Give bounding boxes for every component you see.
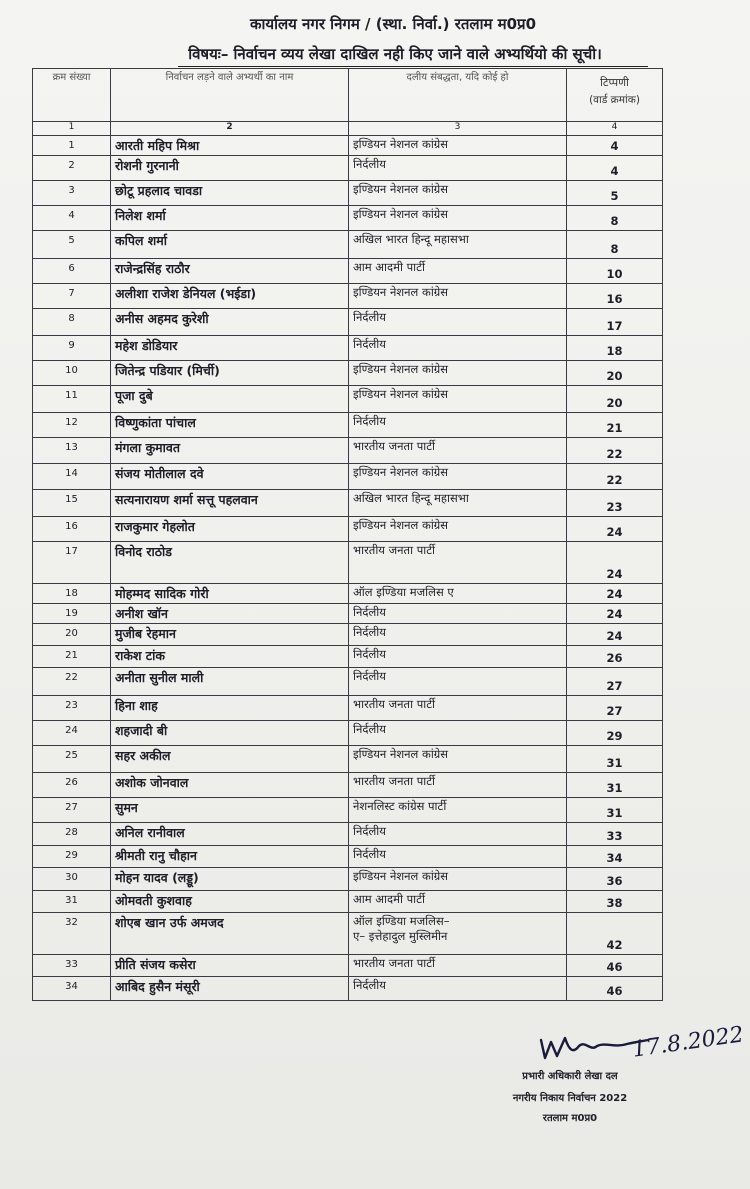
row-serial: 26 xyxy=(33,773,111,798)
row-serial: 30 xyxy=(33,868,111,891)
candidate-name: अशोक जोनवाल xyxy=(111,773,349,798)
ward-number: 34 xyxy=(567,846,663,868)
ward-number: 33 xyxy=(567,823,663,846)
party-affiliation xyxy=(349,284,567,309)
row-serial: 22 xyxy=(33,668,111,696)
row-serial: 28 xyxy=(33,823,111,846)
candidate-name: मुजीब रेहमान xyxy=(111,624,349,646)
ward-number: 18 xyxy=(567,336,663,361)
table-row xyxy=(33,386,663,413)
row-serial: 24 xyxy=(33,721,111,746)
party-line: अखिल भारत हिन्दू महासभा xyxy=(353,491,469,505)
party-affiliation xyxy=(349,913,567,955)
table-header-row xyxy=(33,69,663,122)
row-serial: 19 xyxy=(33,604,111,624)
party-affiliation xyxy=(349,955,567,977)
party-affiliation xyxy=(349,181,567,206)
candidate-name: मंगला कुमावत xyxy=(111,438,349,464)
party-affiliation xyxy=(349,361,567,386)
row-serial: 23 xyxy=(33,696,111,721)
table-row xyxy=(33,156,663,181)
table-row xyxy=(33,746,663,773)
candidate-name: अनीता सुनील माली xyxy=(111,668,349,696)
candidate-name: ओमवती कुशवाह xyxy=(111,891,349,913)
candidate-name: अनिल रानीवाल xyxy=(111,823,349,846)
party-line: निर्दलीय xyxy=(353,337,386,351)
ward-number: 22 xyxy=(567,464,663,490)
party-line: अखिल भारत हिन्दू महासभा xyxy=(353,232,469,246)
table-row xyxy=(33,604,663,624)
row-serial: 15 xyxy=(33,490,111,517)
party-line: इण्डियन नेशनल कांग्रेस xyxy=(353,518,449,532)
row-serial: 29 xyxy=(33,846,111,868)
table-row xyxy=(33,438,663,464)
party-line: निर्दलीय xyxy=(353,605,386,619)
row-serial: 18 xyxy=(33,584,111,604)
party-line: ऑल इण्डिया मजलिस ए xyxy=(353,585,454,599)
header-remarks-sub: (वार्ड क्रमांक) xyxy=(589,94,640,106)
row-serial: 31 xyxy=(33,891,111,913)
table-row xyxy=(33,955,663,977)
table-row xyxy=(33,309,663,336)
party-line: ए– इत्तेहादुल मुस्लिमीन xyxy=(353,929,448,943)
ward-number: 4 xyxy=(567,136,663,156)
table-row xyxy=(33,868,663,891)
footer-location: रतलाम म0प्र0 xyxy=(542,1113,598,1124)
party-affiliation xyxy=(349,336,567,361)
party-affiliation xyxy=(349,438,567,464)
party-affiliation xyxy=(349,696,567,721)
row-serial: 27 xyxy=(33,798,111,823)
party-affiliation xyxy=(349,490,567,517)
party-line: इण्डियन नेशनल कांग्रेस xyxy=(353,207,449,221)
candidate-name: विनोद राठोड xyxy=(111,542,349,584)
row-serial: 8 xyxy=(33,309,111,336)
candidate-name: अनीस अहमद कुरेशी xyxy=(111,309,349,336)
ward-number: 29 xyxy=(567,721,663,746)
row-serial: 34 xyxy=(33,977,111,1001)
table-row xyxy=(33,490,663,517)
candidate-name: जितेन्द्र पडियार (मिर्ची) xyxy=(111,361,349,386)
candidate-name: अनीश खॉन xyxy=(111,604,349,624)
party-line: निर्दलीय xyxy=(353,669,386,683)
ward-number: 8 xyxy=(567,206,663,231)
candidate-name: शोएब खान उर्फ अमजद xyxy=(111,913,349,955)
ward-number: 23 xyxy=(567,490,663,517)
header-remarks xyxy=(567,69,663,122)
table-row xyxy=(33,181,663,206)
party-line: निर्दलीय xyxy=(353,824,386,838)
party-line: निर्दलीय xyxy=(353,647,386,661)
party-affiliation xyxy=(349,746,567,773)
ward-number: 20 xyxy=(567,386,663,413)
party-affiliation xyxy=(349,259,567,284)
header-party: दलीय संबद्धता, यदि कोई हो xyxy=(349,69,567,122)
table-row xyxy=(33,696,663,721)
row-serial: 5 xyxy=(33,231,111,259)
party-affiliation xyxy=(349,156,567,181)
candidate-name: शहजादी बी xyxy=(111,721,349,746)
party-affiliation xyxy=(349,798,567,823)
header-name: निर्वाचन लड़ने वाले अभ्यर्थी का नाम xyxy=(111,69,349,122)
party-affiliation xyxy=(349,646,567,668)
table-row xyxy=(33,413,663,438)
ward-number: 10 xyxy=(567,259,663,284)
party-affiliation xyxy=(349,231,567,259)
party-affiliation xyxy=(349,542,567,584)
party-affiliation xyxy=(349,721,567,746)
party-line: भारतीय जनता पार्टी xyxy=(353,439,436,453)
candidate-name: हिना शाह xyxy=(111,696,349,721)
ward-number: 22 xyxy=(567,438,663,464)
party-line: इण्डियन नेशनल कांग्रेस xyxy=(353,747,449,761)
party-affiliation xyxy=(349,624,567,646)
ward-number: 8 xyxy=(567,231,663,259)
candidate-rows xyxy=(33,136,663,1001)
subject-heading: विषयः– निर्वाचन व्यय लेखा दाखिल नही किए जाने वाले अभ्यर्थियो की सूची। xyxy=(188,45,602,63)
party-line: इण्डियन नेशनल कांग्रेस xyxy=(353,285,449,299)
column-number: 3 xyxy=(349,122,567,136)
ward-number: 27 xyxy=(567,668,663,696)
ward-number: 38 xyxy=(567,891,663,913)
party-affiliation xyxy=(349,584,567,604)
row-serial: 21 xyxy=(33,646,111,668)
subject-underline xyxy=(178,66,648,67)
party-affiliation xyxy=(349,604,567,624)
table-row xyxy=(33,624,663,646)
table-row xyxy=(33,721,663,746)
signature-date: 17.8.2022 xyxy=(630,1022,746,1063)
row-serial: 13 xyxy=(33,438,111,464)
party-line: इण्डियन नेशनल कांग्रेस xyxy=(353,465,449,479)
table-row xyxy=(33,464,663,490)
candidate-name: पूजा दुबे xyxy=(111,386,349,413)
party-line: इण्डियन नेशनल कांग्रेस xyxy=(353,869,449,883)
party-affiliation xyxy=(349,823,567,846)
candidate-name: सुमन xyxy=(111,798,349,823)
party-affiliation xyxy=(349,413,567,438)
party-affiliation xyxy=(349,977,567,1001)
party-line: निर्दलीय xyxy=(353,847,386,861)
party-affiliation xyxy=(349,136,567,156)
ward-number: 21 xyxy=(567,413,663,438)
candidate-name: छोटू प्रहलाद चावडा xyxy=(111,181,349,206)
row-serial: 17 xyxy=(33,542,111,584)
candidate-name: संजय मोतीलाल दवे xyxy=(111,464,349,490)
party-line: निर्दलीय xyxy=(353,978,386,992)
column-number: 4 xyxy=(567,122,663,136)
party-line: निर्दलीय xyxy=(353,157,386,171)
party-line: इण्डियन नेशनल कांग्रेस xyxy=(353,362,449,376)
table-row xyxy=(33,336,663,361)
party-line: इण्डियन नेशनल कांग्रेस xyxy=(353,182,449,196)
row-serial: 2 xyxy=(33,156,111,181)
ward-number: 27 xyxy=(567,696,663,721)
row-serial: 9 xyxy=(33,336,111,361)
table-row xyxy=(33,798,663,823)
candidate-name: मोहम्मद सादिक गोरी xyxy=(111,584,349,604)
party-affiliation xyxy=(349,891,567,913)
row-serial: 25 xyxy=(33,746,111,773)
party-affiliation xyxy=(349,846,567,868)
table-row xyxy=(33,584,663,604)
candidate-name: राजेन्द्रसिंह राठौर xyxy=(111,259,349,284)
row-serial: 6 xyxy=(33,259,111,284)
party-affiliation xyxy=(349,206,567,231)
table-row xyxy=(33,284,663,309)
header-serial: क्रम संख्या xyxy=(33,69,111,122)
table-row xyxy=(33,206,663,231)
column-number-row xyxy=(33,122,663,136)
candidate-name: श्रीमती रानु चौहान xyxy=(111,846,349,868)
ward-number: 5 xyxy=(567,181,663,206)
party-line: निर्दलीय xyxy=(353,625,386,639)
party-line: निर्दलीय xyxy=(353,414,386,428)
candidate-name: रोशनी गुरनानी xyxy=(111,156,349,181)
ward-number: 20 xyxy=(567,361,663,386)
party-line: आम आदमी पार्टी xyxy=(353,892,425,906)
table-row xyxy=(33,846,663,868)
ward-number: 36 xyxy=(567,868,663,891)
table-row xyxy=(33,773,663,798)
party-affiliation xyxy=(349,386,567,413)
ward-number: 31 xyxy=(567,746,663,773)
candidate-name: प्रीति संजय कसेरा xyxy=(111,955,349,977)
table-row xyxy=(33,913,663,955)
table-row xyxy=(33,668,663,696)
table-row xyxy=(33,823,663,846)
row-serial: 14 xyxy=(33,464,111,490)
ward-number: 31 xyxy=(567,773,663,798)
column-number: 2 xyxy=(111,122,349,136)
row-serial: 33 xyxy=(33,955,111,977)
table-row xyxy=(33,891,663,913)
candidate-name: आरती महिप मिश्रा xyxy=(111,136,349,156)
party-affiliation xyxy=(349,309,567,336)
candidate-name: राजकुमार गेहलोत xyxy=(111,517,349,542)
ward-number: 42 xyxy=(567,913,663,955)
party-affiliation xyxy=(349,668,567,696)
footer-department: नगरीय निकाय निर्वाचन 2022 xyxy=(512,1093,628,1104)
party-line: भारतीय जनता पार्टी xyxy=(353,543,436,557)
ward-number: 24 xyxy=(567,584,663,604)
row-serial: 20 xyxy=(33,624,111,646)
party-line: निर्दलीय xyxy=(353,722,386,736)
candidate-name: सत्यनारायण शर्मा सत्तू पहलवान xyxy=(111,490,349,517)
row-serial: 4 xyxy=(33,206,111,231)
ward-number: 17 xyxy=(567,309,663,336)
candidate-name: आबिद हुसैन मंसूरी xyxy=(111,977,349,1001)
candidate-table xyxy=(32,68,663,1001)
table-row xyxy=(33,646,663,668)
row-serial: 7 xyxy=(33,284,111,309)
row-serial: 32 xyxy=(33,913,111,955)
party-line: ऑल इण्डिया मजलिस– xyxy=(353,914,450,928)
party-line: भारतीय जनता पार्टी xyxy=(353,774,436,788)
party-line: इण्डियन नेशनल कांग्रेस xyxy=(353,137,449,151)
party-affiliation xyxy=(349,464,567,490)
party-affiliation xyxy=(349,868,567,891)
candidate-name: अलीशा राजेश डेनियल (भईडा) xyxy=(111,284,349,309)
party-line: भारतीय जनता पार्टी xyxy=(353,697,436,711)
row-serial: 16 xyxy=(33,517,111,542)
party-line: नेशनलिस्ट कांग्रेस पार्टी xyxy=(353,799,447,813)
table-row xyxy=(33,136,663,156)
party-line: भारतीय जनता पार्टी xyxy=(353,956,436,970)
table-row xyxy=(33,542,663,584)
ward-number: 16 xyxy=(567,284,663,309)
ward-number: 46 xyxy=(567,977,663,1001)
row-serial: 1 xyxy=(33,136,111,156)
header-remarks-title: टिप्पणी xyxy=(600,76,629,89)
row-serial: 11 xyxy=(33,386,111,413)
ward-number: 46 xyxy=(567,955,663,977)
candidate-name: विष्णुकांता पांचाल xyxy=(111,413,349,438)
column-number: 1 xyxy=(33,122,111,136)
ward-number: 24 xyxy=(567,517,663,542)
party-line: निर्दलीय xyxy=(353,310,386,324)
party-affiliation xyxy=(349,517,567,542)
table-row xyxy=(33,231,663,259)
candidate-name: सहर अकील xyxy=(111,746,349,773)
table-row xyxy=(33,517,663,542)
row-serial: 3 xyxy=(33,181,111,206)
candidate-name: कपिल शर्मा xyxy=(111,231,349,259)
party-line: इण्डियन नेशनल कांग्रेस xyxy=(353,387,449,401)
footer-designation: प्रभारी अधिकारी लेखा दल xyxy=(522,1071,618,1082)
row-serial: 10 xyxy=(33,361,111,386)
ward-number: 24 xyxy=(567,604,663,624)
table-row xyxy=(33,361,663,386)
candidate-name: महेश डोडियार xyxy=(111,336,349,361)
candidate-name: मोहन यादव (लड्डू) xyxy=(111,868,349,891)
ward-number: 4 xyxy=(567,156,663,181)
party-line: आम आदमी पार्टी xyxy=(353,260,425,274)
candidate-name: निलेश शर्मा xyxy=(111,206,349,231)
ward-number: 24 xyxy=(567,542,663,584)
candidate-name: राकेश टांक xyxy=(111,646,349,668)
row-serial: 12 xyxy=(33,413,111,438)
ward-number: 24 xyxy=(567,624,663,646)
table-row xyxy=(33,977,663,1001)
ward-number: 31 xyxy=(567,798,663,823)
ward-number: 26 xyxy=(567,646,663,668)
party-affiliation xyxy=(349,773,567,798)
table-row xyxy=(33,259,663,284)
office-heading: कार्यालय नगर निगम / (स्था. निर्वा.) रतलाम म0प्र0 xyxy=(249,15,537,33)
